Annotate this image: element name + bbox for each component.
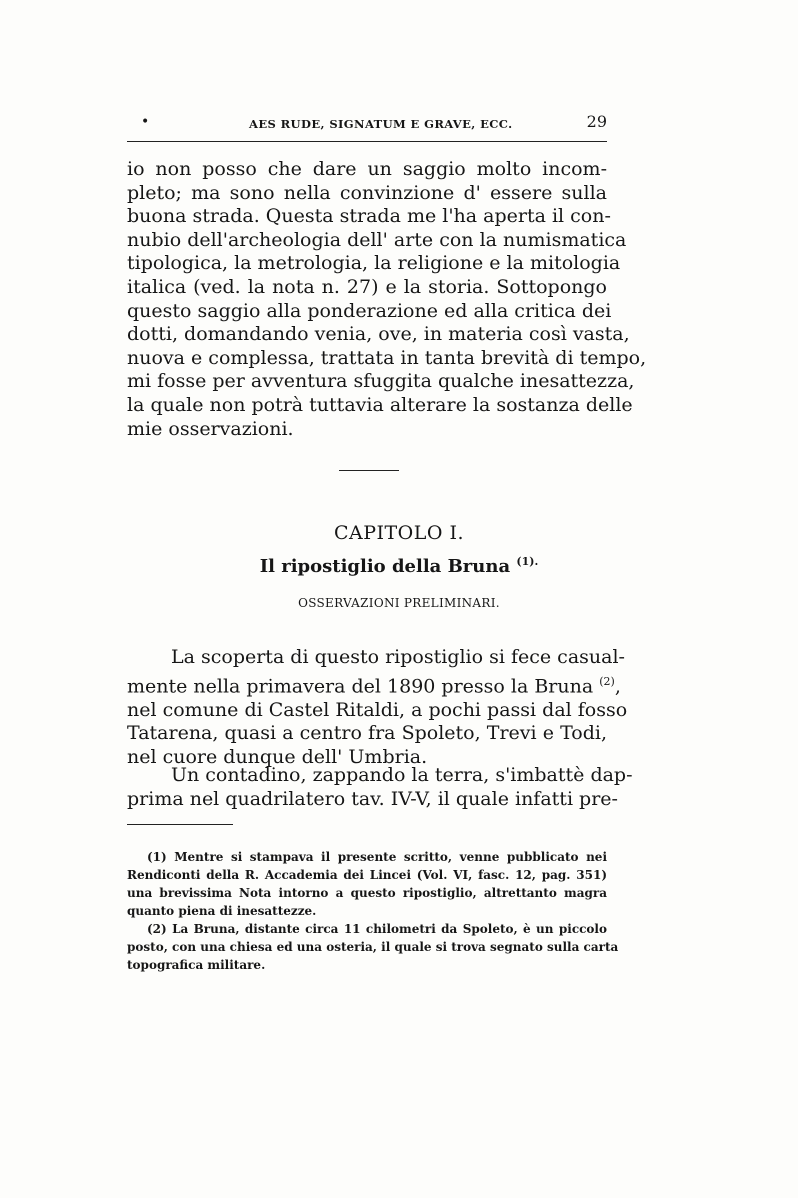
footnote-ref: (2) (599, 674, 615, 688)
text-line: La scoperta di questo ripostiglio si fece casual- (171, 646, 625, 668)
header-bullet: • (141, 114, 150, 130)
footnote-line: una brevissima Nota intorno a questo ripostiglio, altrettanto magra (127, 886, 607, 900)
running-title: AES RUDE, SIGNATUM E GRAVE, ECC. (249, 117, 513, 131)
text-line: mi fosse per avventura sfuggita qualche inesattezza, (127, 370, 635, 393)
chapter-subtitle-text: Il ripostiglio della Bruna (259, 556, 511, 577)
running-header (127, 112, 607, 136)
text-line-part: , (614, 674, 621, 697)
footnotes (127, 848, 619, 974)
text-line: io non posso che dare un saggio molto incom- (127, 158, 607, 180)
text-line: Tatarena, quasi a centro fra Spoleto, Trevi e Todi, (127, 722, 607, 745)
chapter-title: CAPITOLO I. (333, 522, 465, 544)
text-line: dotti, domandando venia, ove, in materia così vasta, (127, 323, 630, 346)
text-line: pleto; ma sono nella convinzione d' essere sulla (127, 181, 607, 204)
text-line: Un contadino, zappando la terra, s'imbattè dap- (171, 764, 633, 786)
footnote-rule (127, 824, 233, 825)
text-line: nel cuore dunque dell' Umbria. (127, 745, 428, 768)
footnote-line: topografica militare. (127, 958, 266, 972)
page-number: 29 (586, 112, 607, 131)
footnote-ref: (1). (516, 555, 539, 568)
text-line: tipologica, la metrologia, la religione e la mitologia (127, 252, 621, 275)
text-line: nel comune di Castel Ritaldi, a pochi passi dal fosso (127, 698, 628, 721)
text-line: mie osservazioni. (127, 417, 294, 440)
chapter-subtitle (0, 555, 798, 577)
footnote-line: Rendiconti della R. Accademia dei Lincei (Vol. VI, fasc. 12, pag. 351) (127, 868, 607, 882)
text-line-part: mente nella primavera del 1890 presso la Bruna (127, 674, 594, 697)
text-line (127, 670, 621, 699)
section-heading: OSSERVAZIONI PRELIMINARI. (298, 596, 500, 610)
body-paragraph (127, 764, 633, 811)
text-line: la quale non potrà tuttavia alterare la sostanza delle (127, 393, 633, 416)
intro-paragraph (127, 158, 647, 441)
body-paragraph (127, 646, 628, 769)
footnote-line: (2) La Bruna, distante circa 11 chilometri da Spoleto, è un piccolo (147, 922, 607, 936)
text-line: italica (ved. la nota n. 27) e la storia. Sottopongo (127, 275, 607, 298)
footnote-line: posto, con una chiesa ed una osteria, il quale si trova segnato sulla carta (127, 940, 619, 954)
text-line: buona strada. Questa strada me l'ha aperta il con- (127, 205, 611, 228)
text-line: questo saggio alla ponderazione ed alla critica dei (127, 299, 612, 322)
text-line: nubio dell'archeologia dell' arte con la numismatica (127, 228, 627, 251)
footnote-line: (1) Mentre si stampava il presente scritto, venne pubblicato nei (147, 850, 607, 864)
header-rule (127, 141, 607, 142)
footnote-line: quanto piena di inesattezze. (127, 904, 317, 918)
text-line: prima nel quadrilatero tav. IV-V, il quale infatti pre- (127, 787, 618, 810)
section-divider (339, 470, 399, 471)
text-line: nuova e complessa, trattata in tanta brevità di tempo, (127, 346, 647, 369)
